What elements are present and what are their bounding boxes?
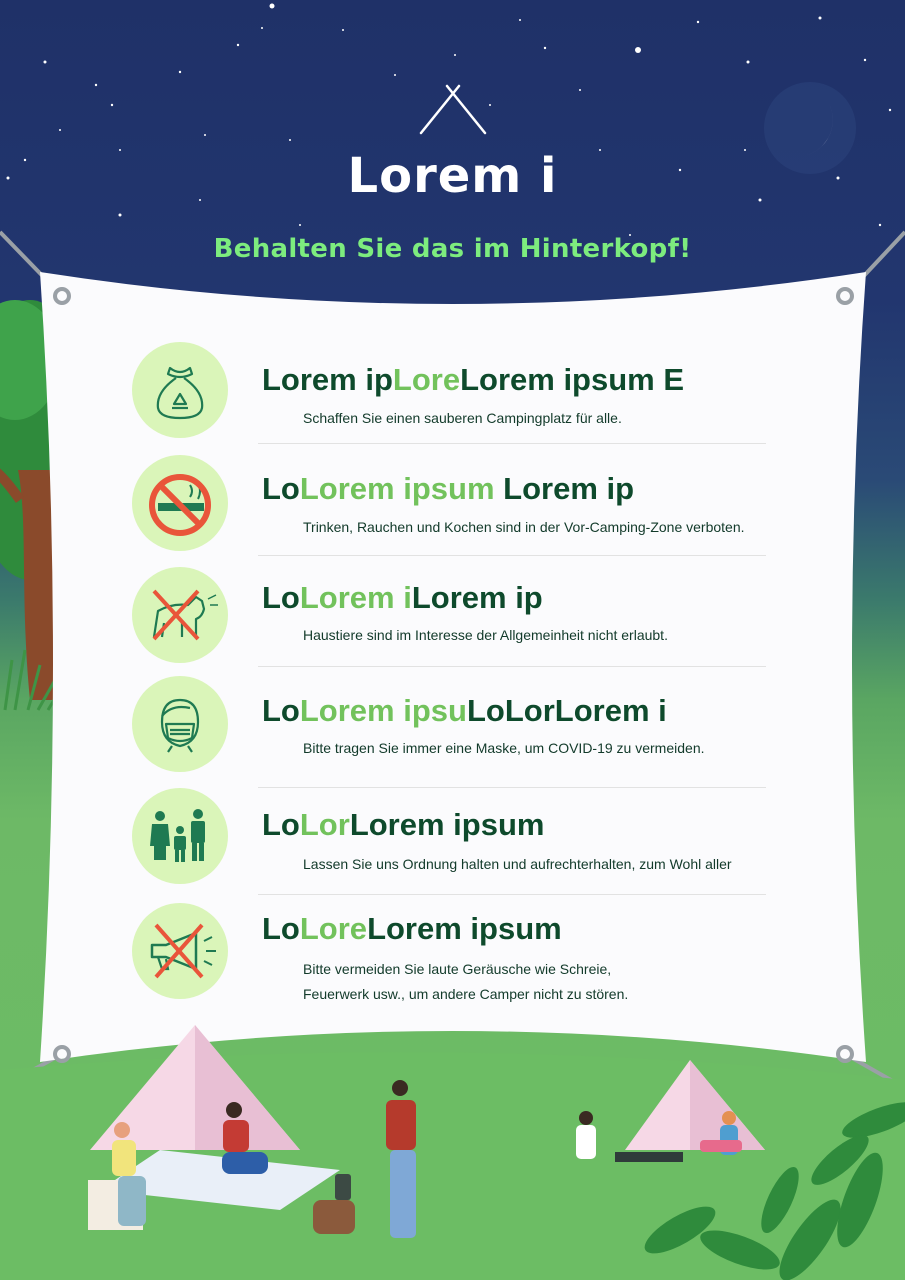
poster-title: Lorem i (347, 148, 558, 204)
rule-title-part: Lorem ipsum (349, 807, 545, 842)
divider (258, 666, 766, 667)
rule-description: Trinken, Rauchen und Kochen sind in der Vor-Camping-Zone verboten. (303, 519, 745, 535)
icon-circle (132, 903, 228, 999)
rule-title-part: LoLorLorem i (466, 693, 667, 728)
rule-title-highlight: Lor (299, 807, 350, 842)
rule-title-part: Lorem ip (262, 362, 393, 397)
rule-title-part: Lorem ipsum (367, 911, 562, 946)
poster-subtitle: Behalten Sie das im Hinterkopf! (213, 234, 692, 264)
rule-title (262, 911, 782, 947)
rule-description: Haustiere sind im Interesse der Allgemeinheit nicht erlaubt. (303, 627, 668, 643)
face-mask-icon (132, 676, 228, 772)
rule-title (262, 580, 782, 616)
rule-title (262, 362, 782, 398)
no-smoking-icon (132, 455, 228, 551)
no-pets-icon (132, 567, 228, 663)
family-icon (132, 788, 228, 884)
icon-circle (132, 455, 228, 551)
divider (258, 787, 766, 788)
rule-description: Schaffen Sie einen sauberen Campingplatz für alle. (303, 410, 622, 426)
tent-logo-icon (421, 86, 485, 133)
icon-circle (132, 567, 228, 663)
rule-description: Bitte vermeiden Sie laute Geräusche wie Schreie, Feuerwerk usw., um andere Camper nicht zu stören. (303, 961, 629, 1002)
icon-circle (132, 676, 228, 772)
rule-title-part: Lo (262, 911, 300, 946)
rule-title (262, 693, 782, 729)
rule-title-part: Lorem ipsum E (460, 362, 685, 397)
rule-title-highlight: Lore (392, 362, 461, 397)
rule-title-highlight: Lorem i (299, 580, 412, 615)
rule-title-part: Lo (262, 807, 300, 842)
rule-title-highlight: Lore (299, 911, 368, 946)
icon-circle (132, 342, 228, 438)
trash-bag-recycle-icon (132, 342, 228, 438)
divider (258, 894, 766, 895)
no-megaphone-icon (132, 903, 228, 999)
rule-title-part: Lo (262, 580, 300, 615)
icon-circle (132, 788, 228, 884)
rule-description: Bitte tragen Sie immer eine Maske, um COVID-19 zu vermeiden. (303, 740, 705, 756)
rule-title (262, 471, 782, 507)
rule-title-part: Lo (262, 693, 300, 728)
rule-description: Lassen Sie uns Ordnung halten und aufrechterhalten, zum Wohl aller (303, 856, 732, 872)
rule-title-highlight: Lorem ipsum (299, 471, 495, 506)
divider (258, 555, 766, 556)
rule-title-highlight: Lorem ipsu (299, 693, 467, 728)
rule-title (262, 807, 782, 843)
rule-title-part: Lorem ip (494, 471, 635, 506)
rule-title-part: Lo (262, 471, 300, 506)
divider (258, 443, 766, 444)
rule-title-part: Lorem ip (411, 580, 543, 615)
